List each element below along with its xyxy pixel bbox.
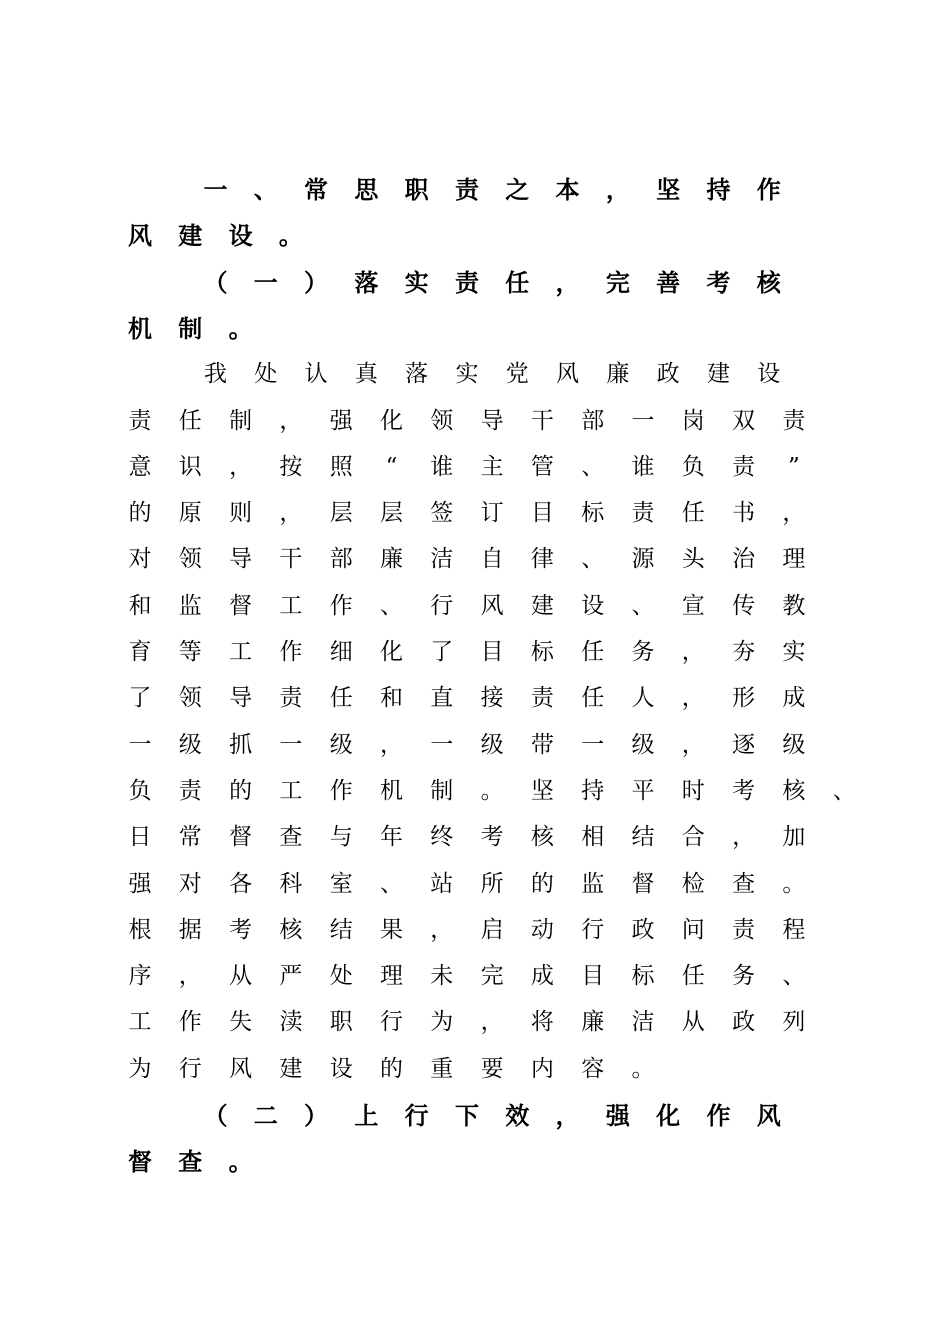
text-glyph: 职 [329,1009,353,1036]
text-glyph: 任 [581,639,605,665]
text-glyph: 部 [581,407,605,434]
text-glyph: 强 [605,1101,630,1130]
text-glyph: 行 [178,1055,202,1082]
text-glyph: 实 [455,361,479,388]
text-glyph: 落 [405,361,429,388]
text-glyph: 了 [128,685,152,712]
text-glyph: 党 [505,361,529,388]
text-glyph: 责 [631,500,655,527]
text-glyph: ， [178,963,202,990]
text-glyph: 洁 [430,546,454,573]
text-glyph: 工 [279,592,303,619]
text-glyph: 意 [128,453,152,480]
text-glyph: 工 [279,777,303,804]
text-glyph: 完 [605,267,630,297]
text-glyph: 根 [128,916,152,943]
text-glyph: 按 [279,453,303,480]
text-glyph: 订 [480,500,504,527]
text-glyph: 站 [430,870,454,897]
text-glyph: 考 [480,824,504,851]
text-glyph: 、 [581,453,605,480]
text-glyph: 任 [178,407,202,434]
text-glyph: 谁 [631,453,655,480]
text-glyph: 责 [782,407,806,434]
text-glyph: 之 [505,175,530,204]
text-glyph: 。 [278,221,303,251]
text-glyph: 一 [631,407,655,434]
text-glyph: 理 [782,546,806,573]
text-glyph: 。 [631,1055,655,1082]
text-glyph: 目 [530,500,554,527]
text-glyph: 。 [228,313,253,343]
text-glyph: 层 [329,500,353,527]
text-glyph: 直 [430,685,454,712]
text-glyph: 作 [329,777,353,804]
text-glyph: 形 [732,685,756,712]
text-glyph: 接 [480,685,504,712]
text-glyph: 建 [279,1055,303,1082]
text-glyph: 时 [681,777,705,804]
text-glyph: 化 [656,1101,681,1130]
text-glyph: 负 [128,777,152,804]
text-glyph: 督 [128,1147,152,1177]
text-glyph: 处 [329,963,353,990]
text-glyph: 落 [354,267,379,297]
text-glyph: 领 [178,546,202,573]
text-glyph: 完 [480,963,504,990]
text-glyph: 任 [505,267,530,297]
text-glyph: 和 [128,592,152,619]
text-glyph: 人 [631,685,655,712]
text-glyph: 作 [279,639,303,665]
text-glyph: 查 [178,1147,203,1177]
text-glyph: ， [279,500,303,527]
text-glyph: 原 [178,500,202,527]
text-glyph: 内 [530,1055,554,1082]
text-glyph: 与 [329,824,353,851]
text-glyph: 风 [756,1101,781,1130]
text-glyph: 上 [354,1101,379,1130]
text-glyph: 督 [229,824,253,851]
text-glyph: 未 [430,963,454,990]
text-glyph: 为 [128,1055,152,1082]
text-glyph: 级 [782,731,806,758]
text-glyph: ” [788,453,800,480]
text-glyph: 等 [178,639,202,665]
text-glyph: 治 [732,546,756,573]
text-glyph: 行 [404,1101,429,1130]
text-glyph: 和 [380,685,403,712]
text-glyph: 机 [128,313,152,343]
text-glyph: 实 [404,267,429,297]
text-glyph: 工 [128,1009,152,1036]
text-glyph: 严 [279,963,303,990]
text-glyph: 的 [229,777,253,804]
text-glyph: 责 [732,453,756,480]
text-glyph: 的 [380,1055,403,1082]
text-glyph: 标 [631,963,655,990]
text-glyph: 则 [229,500,253,527]
text-glyph: 合 [681,824,705,851]
text-glyph: 认 [304,361,328,388]
text-glyph: 核 [530,824,554,851]
text-glyph: 持 [706,175,731,204]
text-glyph: 传 [732,592,756,619]
text-glyph: 了 [430,639,454,665]
text-glyph: ， [681,731,705,758]
text-glyph: 管 [530,453,554,480]
text-glyph: ， [681,639,705,665]
text-glyph: ） [304,1101,329,1130]
text-glyph: ， [555,1101,580,1130]
text-glyph: 序 [128,963,152,990]
text-glyph: 书 [732,500,756,527]
text-glyph: 级 [329,731,353,758]
text-glyph: 核 [756,267,781,297]
text-glyph: 负 [681,453,705,480]
text-glyph: （ [203,1101,228,1130]
text-glyph: 渎 [279,1009,303,1036]
text-glyph: 查 [732,870,756,897]
text-glyph: 所 [480,870,504,897]
text-glyph: 核 [782,777,806,804]
text-glyph: 理 [380,963,403,990]
text-glyph: 导 [480,407,504,434]
text-glyph: ， [782,500,806,527]
text-glyph: 建 [178,221,203,251]
text-glyph: 风 [556,361,580,388]
text-glyph: （ [203,267,228,297]
text-glyph: 一 [279,731,303,758]
text-glyph: 设 [757,361,781,388]
text-glyph: 督 [631,870,655,897]
text-glyph: 照 [329,453,353,480]
text-glyph: 洁 [631,1009,655,1036]
text-glyph: 室 [329,870,353,897]
text-glyph: 动 [530,916,554,943]
text-glyph: 效 [505,1101,530,1130]
text-glyph: 。 [782,870,806,897]
text-glyph: 细 [329,639,353,665]
text-glyph: 对 [178,870,202,897]
text-glyph: 带 [530,731,554,758]
text-glyph: 任 [581,685,605,712]
text-glyph: 廉 [581,1009,605,1036]
text-glyph: 要 [480,1055,504,1082]
text-glyph: 风 [480,592,504,619]
text-glyph: 督 [229,592,253,619]
text-glyph: 常 [304,175,329,204]
text-glyph: 平 [631,777,655,804]
text-glyph: 责 [178,777,202,804]
text-glyph: 导 [229,546,253,573]
text-glyph: 责 [279,685,303,712]
text-glyph: 作 [178,1009,202,1036]
text-glyph: 政 [656,361,680,388]
text-glyph: 双 [732,407,756,434]
text-glyph: 、 [832,777,856,804]
text-glyph: 制 [178,313,203,343]
text-glyph: 、 [782,963,806,990]
text-glyph: 任 [681,500,705,527]
text-glyph: 启 [480,916,504,943]
text-glyph: 的 [128,500,152,527]
text-glyph: 列 [782,1009,806,1036]
text-glyph: 责 [530,685,554,712]
text-glyph: 级 [480,731,504,758]
text-glyph: 风 [128,221,152,251]
text-glyph: 机 [380,777,403,804]
text-glyph: 年 [380,824,403,851]
text-glyph: 坚 [656,175,681,204]
text-glyph: 化 [380,407,403,434]
text-glyph: 成 [530,963,554,990]
text-glyph: 二 [253,1101,278,1130]
text-glyph: ， [732,824,756,851]
text-glyph: 一 [430,731,454,758]
text-glyph: 宣 [681,592,705,619]
text-glyph: 领 [178,685,202,712]
text-glyph: 据 [178,916,202,943]
text-glyph: 标 [581,500,605,527]
text-glyph: 制 [430,777,454,804]
text-glyph: 行 [430,592,454,619]
text-glyph: 失 [229,1009,253,1036]
text-glyph: 政 [732,1009,756,1036]
text-glyph: 工 [229,639,253,665]
text-glyph: 责 [128,407,152,434]
text-glyph: 签 [430,500,454,527]
text-glyph: 廉 [380,546,403,573]
text-glyph: 律 [530,546,554,573]
text-glyph: ） [304,267,329,297]
text-glyph: 从 [229,963,253,990]
text-glyph: 部 [329,546,353,573]
text-glyph: 设 [228,221,253,251]
text-glyph: 查 [279,824,303,851]
text-glyph: 领 [430,407,454,434]
text-glyph: 考 [706,267,731,297]
text-glyph: 我 [203,361,227,388]
text-glyph: 从 [681,1009,705,1036]
text-glyph: 谁 [430,453,454,480]
text-glyph: 终 [430,824,454,851]
text-glyph: 逐 [732,731,756,758]
text-glyph: 检 [681,870,705,897]
text-glyph: 、 [380,870,403,897]
text-glyph: 廉 [606,361,630,388]
text-glyph: 、 [581,546,605,573]
text-glyph: 干 [530,407,554,434]
text-glyph: 岗 [681,407,705,434]
text-glyph: 本 [555,175,580,204]
text-glyph: 监 [178,592,202,619]
text-glyph: 考 [229,916,253,943]
text-glyph: 设 [581,592,605,619]
text-glyph: 化 [380,639,403,665]
text-glyph: 一 [128,731,152,758]
text-glyph: 强 [329,407,353,434]
text-glyph: ， [681,685,705,712]
text-glyph: 责 [454,267,479,297]
text-glyph: 持 [581,777,605,804]
text-glyph: ， [279,407,303,434]
text-glyph: 自 [480,546,504,573]
text-glyph: 强 [128,870,152,897]
text-glyph: 容 [581,1055,605,1082]
text-glyph: 作 [706,1101,731,1130]
text-glyph: 、 [380,592,403,619]
text-glyph: 。 [228,1147,253,1177]
text-glyph: 处 [254,361,278,388]
text-glyph: 一 [581,731,605,758]
text-glyph: 导 [229,685,253,712]
text-glyph: 政 [631,916,655,943]
text-glyph: 主 [480,453,504,480]
text-glyph: 设 [329,1055,353,1082]
text-glyph: 行 [380,1009,403,1036]
text-glyph: 级 [631,731,655,758]
text-glyph: ， [480,1009,504,1036]
text-glyph: 、 [631,592,655,619]
text-glyph: 一 [203,175,228,204]
text-glyph: 下 [454,1101,479,1130]
text-glyph: 制 [229,407,253,434]
text-glyph: 建 [706,361,730,388]
text-glyph: 程 [782,916,806,943]
text-glyph: 责 [732,916,756,943]
text-glyph: 头 [681,546,705,573]
text-glyph: 真 [354,361,378,388]
text-glyph: ， [555,267,580,297]
text-glyph: 善 [656,267,681,297]
text-glyph: 核 [279,916,303,943]
text-glyph: 的 [530,870,554,897]
text-glyph: 作 [329,592,353,619]
text-glyph: 重 [430,1055,454,1082]
text-glyph: 风 [229,1055,253,1082]
text-glyph: ， [605,175,630,204]
text-glyph: 各 [229,870,253,897]
text-glyph: 相 [581,824,605,851]
text-glyph: 结 [329,916,353,943]
text-glyph: 监 [581,870,605,897]
text-glyph: 教 [782,592,806,619]
text-glyph: 、 [253,175,278,204]
text-glyph: 一 [253,267,278,297]
text-glyph: 。 [480,777,504,804]
text-glyph: 建 [530,592,554,619]
text-glyph: 层 [380,500,403,527]
text-glyph: 作 [756,175,781,204]
text-glyph: 干 [279,546,303,573]
text-glyph: 成 [782,685,806,712]
text-glyph: 任 [681,963,705,990]
text-glyph: 思 [354,175,379,204]
text-glyph: 实 [782,639,806,665]
text-glyph: 日 [128,824,152,851]
text-glyph: “ [385,453,398,480]
text-glyph: 将 [530,1009,554,1036]
text-glyph: 抓 [229,731,253,758]
text-glyph: 职 [404,175,429,204]
text-glyph: ， [229,453,253,480]
text-glyph: 目 [581,963,605,990]
text-glyph: 务 [732,963,756,990]
text-glyph: 行 [581,916,605,943]
text-glyph: 加 [782,824,806,851]
text-glyph: 源 [631,546,655,573]
text-glyph: 级 [178,731,202,758]
text-glyph: 识 [178,453,202,480]
text-glyph: 务 [631,639,655,665]
text-glyph: 问 [681,916,705,943]
text-glyph: 科 [279,870,303,897]
text-glyph: 标 [530,639,554,665]
text-glyph: 常 [178,824,202,851]
text-glyph: 育 [128,639,152,665]
text-glyph: ， [380,731,403,758]
text-glyph: 对 [128,546,152,573]
text-glyph: 目 [480,639,504,665]
text-glyph: 结 [631,824,655,851]
text-glyph: 责 [454,175,479,204]
text-glyph: ， [430,916,454,943]
text-glyph: 为 [430,1009,454,1036]
text-glyph: 果 [380,916,403,943]
text-glyph: 夯 [732,639,756,665]
text-glyph: 考 [732,777,756,804]
text-glyph: 任 [329,685,353,712]
text-glyph: 坚 [530,777,554,804]
